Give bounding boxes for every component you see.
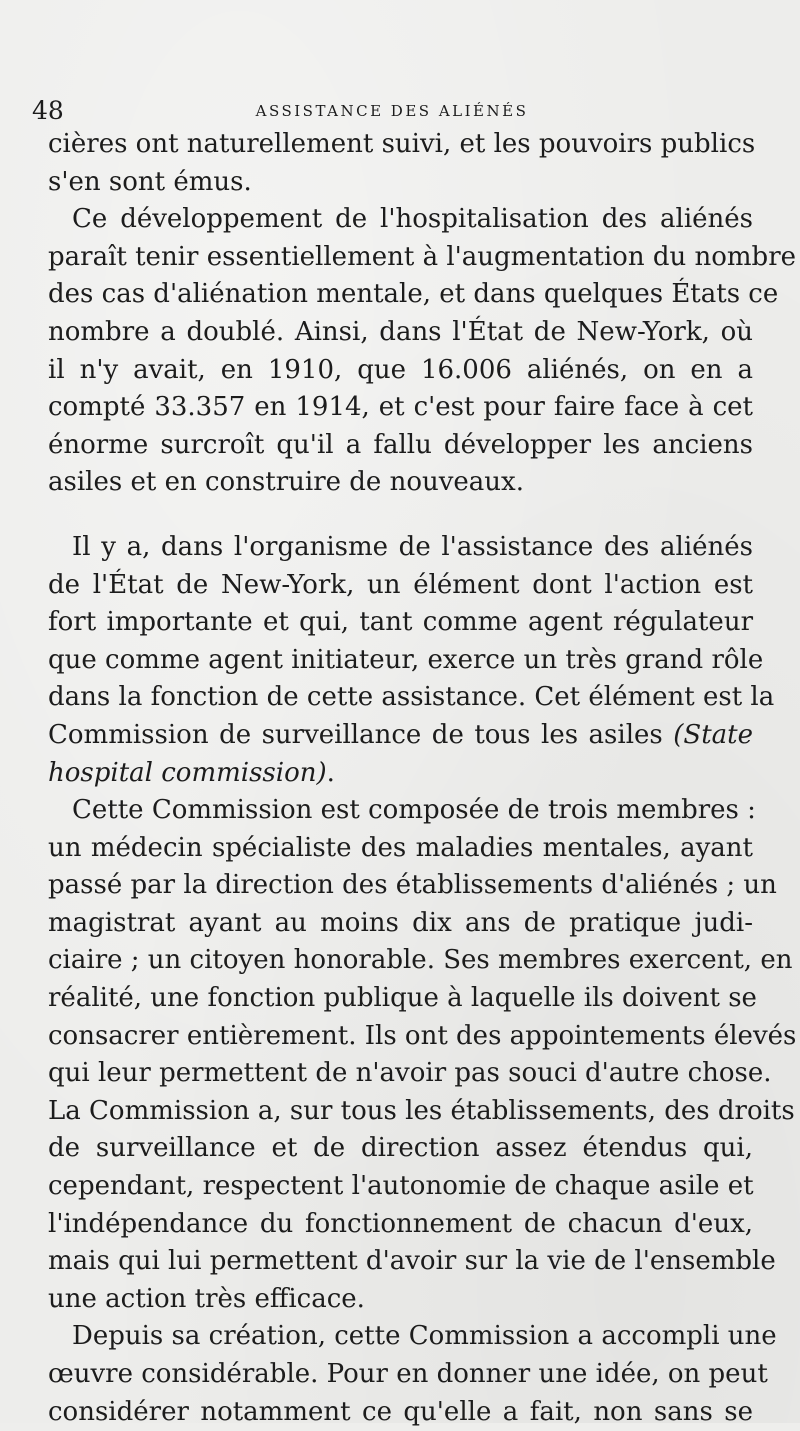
text-line: s'en sont émus. — [48, 166, 252, 197]
text-line: que comme agent initiateur, exerce un très grand rôle — [48, 644, 764, 675]
paragraph — [48, 529, 775, 792]
italic-text: hospital commission) — [48, 757, 327, 788]
text-line: l'indépendance du fonctionnement de chacun d'eux, — [48, 1208, 753, 1239]
paragraph — [48, 201, 797, 502]
text-line: considérer notamment ce qu'elle a fait, non sans se — [48, 1396, 753, 1427]
text-line: réalité, une fonction publique à laquelle ils doivent se — [48, 983, 757, 1014]
text-line: dans la fonction de cette assistance. Cet élément est la — [48, 682, 775, 713]
text-line: nombre a doublé. Ainsi, dans l'État de New-York, où — [48, 316, 753, 347]
paragraph-gap — [48, 502, 753, 529]
text-line — [48, 755, 753, 793]
text-line: compté 33.357 en 1914, et c'est pour faire face à cet — [48, 392, 753, 423]
text-line: paraît tenir essentiellement à l'augmentation du nombre — [48, 241, 797, 272]
text-line: magistrat ayant au moins dix ans de pratique judi- — [48, 907, 753, 938]
text-line: fort importante et qui, tant comme agent régulateur — [48, 607, 753, 638]
italic-text: (State — [673, 719, 754, 750]
text-line: La Commission a, sur tous les établissements, des droits — [48, 1095, 795, 1126]
text-line: qui leur permettent de n'avoir pas souci d'autre chose. — [48, 1058, 772, 1089]
paragraph — [48, 126, 756, 201]
paragraph — [48, 792, 797, 1318]
text-line: œuvre considérable. Pour en donner une idée, on peut — [48, 1359, 768, 1389]
running-title: ASSISTANCE DES ALIÉNÉS — [255, 102, 529, 120]
text-line — [48, 717, 753, 755]
text-line: énorme surcroît qu'il a fallu développer les anciens — [48, 429, 753, 460]
text-line: une action très efficace. — [48, 1283, 365, 1314]
text-segment: . — [326, 757, 335, 788]
body-text — [48, 126, 797, 1431]
text-line: Ce développement de l'hospitalisation des aliénés — [72, 204, 753, 235]
text-line: Il y a, dans l'organisme de l'assistance des aliénés — [72, 531, 753, 562]
text-line: Cette Commission est composée de trois membres : — [72, 795, 756, 826]
text-line: de l'État de New-York, un élément dont l'action est — [48, 569, 753, 600]
page-header — [32, 96, 752, 126]
text-line: de surveillance et de direction assez étendus qui, — [48, 1133, 753, 1164]
text-line: ciaire ; un citoyen honorable. Ses membres exercent, en — [48, 945, 793, 976]
text-line: un médecin spécialiste des maladies mentales, ayant — [48, 832, 753, 863]
page-number: 48 — [32, 96, 64, 125]
text-line: il n'y avait, en 1910, que 16.006 aliénés, on en a — [48, 354, 753, 385]
text-segment: Commission de surveillance de tous les asiles — [48, 719, 663, 750]
text-line: mais qui lui permettent d'avoir sur la vie de l'ensemble — [48, 1246, 776, 1277]
text-line: consacrer entièrement. Ils ont des appointements élevés — [48, 1020, 797, 1051]
text-line: cependant, respectent l'autonomie de chaque asile et — [48, 1171, 754, 1202]
text-line: des cas d'aliénation mentale, et dans quelques États ce — [48, 279, 779, 310]
text-line: passé par la direction des établissements d'aliénés ; un — [48, 870, 777, 901]
text-line: asiles et en construire de nouveaux. — [48, 467, 524, 498]
text-line: cières ont naturellement suivi, et les pouvoirs publics — [48, 129, 756, 159]
text-line: Depuis sa création, cette Commission a accompli une — [72, 1321, 777, 1352]
paragraph — [48, 1318, 777, 1431]
